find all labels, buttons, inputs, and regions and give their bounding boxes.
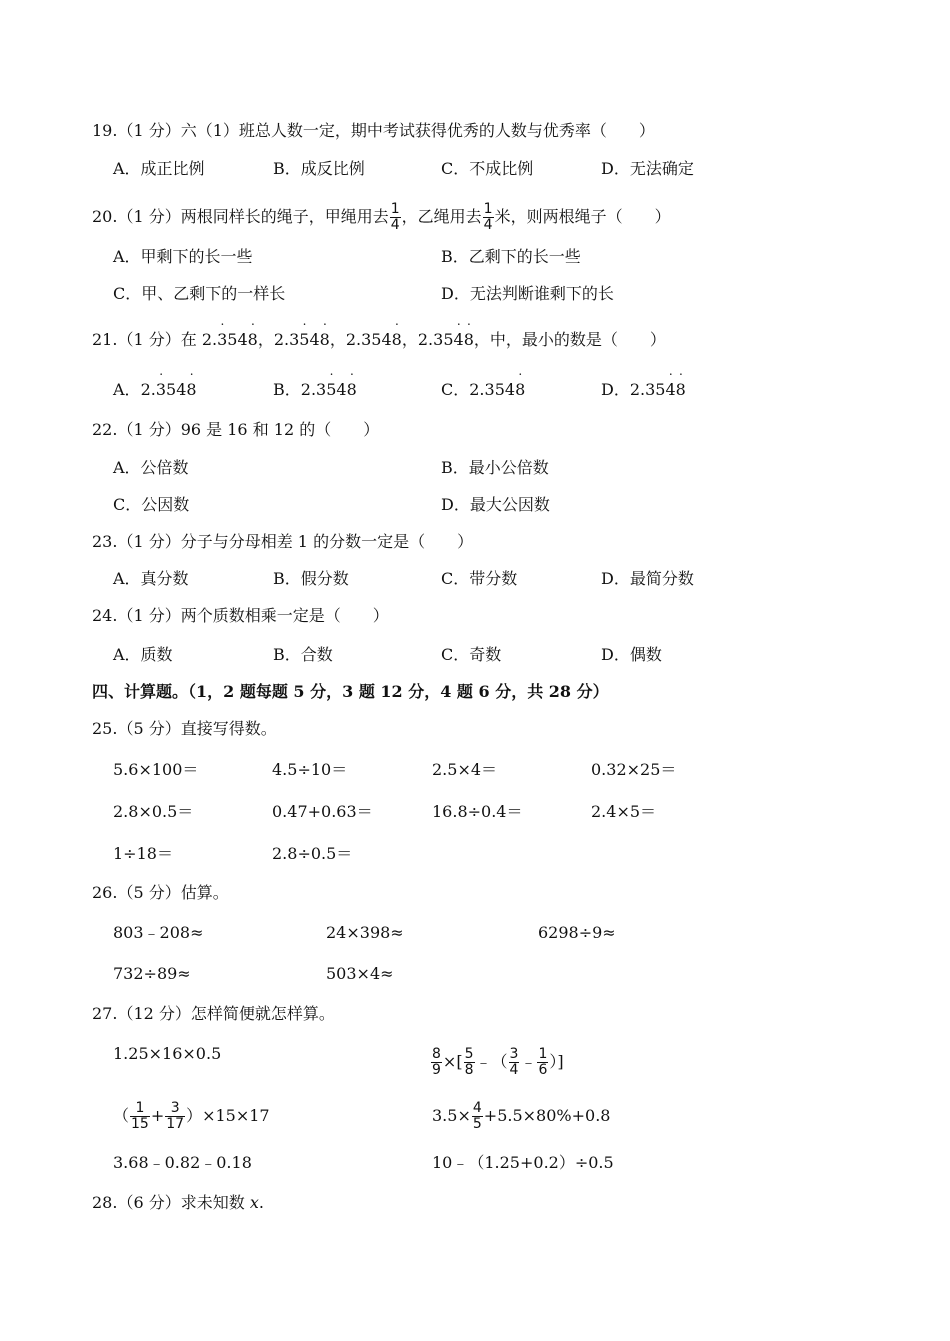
- repeating-decimal: 2.354. 8: [346, 330, 402, 349]
- fraction: $\frac{3}{4}$: [509, 1046, 519, 1078]
- q25-stem: 25.（5 分）直接写得数。: [92, 719, 277, 738]
- repeating-decimal: 2.35. 4. 8: [418, 330, 474, 349]
- q23-option-a: A．真分数: [113, 569, 189, 588]
- section-heading: 四、计算题。（1，2 题每题 5 分，3 题 12 分，4 题 6 分，共 28 分）: [92, 682, 609, 701]
- q26-item: 803﹣208≈: [113, 923, 204, 942]
- q23-option-c: C．带分数: [441, 569, 518, 588]
- q27-expr-1: 1.25×16×0.5: [113, 1044, 222, 1063]
- repeating-decimal: 2.3. 54. 8: [274, 330, 330, 349]
- fraction: $\frac{8}{9}$: [432, 1046, 441, 1078]
- q20-option-a: A．甲剩下的长一些: [113, 247, 253, 266]
- q21-option-a: A．2.. 354. 8: [113, 379, 197, 401]
- q25-item: 2.8÷0.5＝: [272, 844, 353, 863]
- q19-option-b: B．成反比例: [273, 159, 365, 178]
- q25-item: 2.5×4＝: [432, 760, 498, 779]
- q26-item: 732÷89≈: [113, 964, 191, 983]
- q20-stem: 20.（1 分）两根同样长的绳子，甲绳用去 $\frac{1}{4}$ ，乙绳用去 $\frac{1}{4}$ 米，则两根绳子（ ）: [92, 201, 671, 233]
- q19-option-d: D．无法确定: [601, 159, 694, 178]
- q26-item: 6298÷9≈: [538, 923, 616, 942]
- q24-option-c: C．奇数: [441, 645, 502, 664]
- q24-option-d: D．偶数: [601, 645, 662, 664]
- q25-item: 0.32×25＝: [591, 760, 677, 779]
- q23-stem: 23.（1 分）分子与分母相差 1 的分数一定是（ ）: [92, 532, 474, 551]
- q28-stem: 28.（6 分）求未知数 x.: [92, 1193, 264, 1212]
- q21-option-c: C．2.354. 8: [441, 379, 525, 401]
- fraction-one-quarter: $\frac{1}{4}$: [483, 201, 493, 233]
- q25-item: 0.47+0.63＝: [272, 802, 373, 821]
- q24-stem: 24.（1 分）两个质数相乘一定是（ ）: [92, 606, 389, 625]
- q21-stem: 21.（1 分）在 2.. 354. 8，2.3. 54. 8，2.354. 8，2.35. 4. 8，中，最小的数是（ ）: [92, 329, 666, 351]
- q23-option-d: D．最简分数: [601, 569, 694, 588]
- q19-stem: 19.（1 分）六（1）班总人数一定，期中考试获得优秀的人数与优秀率（ ）: [92, 121, 655, 140]
- q25-item: 5.6×100＝: [113, 760, 199, 779]
- q27-expr-2: $\frac{8}{9}$ ×[ $\frac{5}{8}$ ﹣（ $\frac{3}{4}$ ﹣ $\frac{1}{6}$ ）]: [432, 1046, 564, 1078]
- q26-item: 24×398≈: [326, 923, 404, 942]
- q27-stem: 27.（12 分）怎样简便就怎样算。: [92, 1004, 335, 1023]
- fraction: $\frac{3}{17}$: [166, 1100, 185, 1132]
- q27-expr-6: 10﹣（1.25+0.2）÷0.5: [432, 1153, 614, 1172]
- q20-option-b: B．乙剩下的长一些: [441, 247, 581, 266]
- q19-option-a: A．成正比例: [113, 159, 205, 178]
- q24-option-b: B．合数: [273, 645, 333, 664]
- q22-option-d: D．最大公因数: [441, 495, 550, 514]
- q25-item: 2.4×5＝: [591, 802, 657, 821]
- fraction-one-quarter: $\frac{1}{4}$: [390, 201, 400, 233]
- q20-option-d: D．无法判断谁剩下的长: [441, 284, 614, 303]
- q22-option-c: C．公因数: [113, 495, 190, 514]
- q22-stem: 22.（1 分）96 是 16 和 12 的（ ）: [92, 420, 380, 439]
- q26-stem: 26.（5 分）估算。: [92, 883, 229, 902]
- fraction: $\frac{4}{5}$: [472, 1100, 482, 1132]
- q20-option-c: C．甲、乙剩下的一样长: [113, 284, 286, 303]
- q24-option-a: A．质数: [113, 645, 173, 664]
- q25-item: 1÷18＝: [113, 844, 173, 863]
- fraction: $\frac{1}{15}$: [131, 1100, 149, 1132]
- q27-expr-3: （ $\frac{1}{15}$ + $\frac{3}{17}$ ）×15×17: [113, 1100, 270, 1132]
- q22-option-b: B．最小公倍数: [441, 458, 549, 477]
- q21-option-b: B．2.3. 54. 8: [273, 379, 357, 401]
- repeating-decimal: 2.. 354. 8: [202, 330, 258, 349]
- fraction: $\frac{1}{6}$: [538, 1046, 548, 1078]
- q27-expr-4: 3.5× $\frac{4}{5}$ +5.5×80%+0.8: [432, 1100, 611, 1132]
- q19-option-c: C．不成比例: [441, 159, 534, 178]
- q27-expr-5: 3.68﹣0.82﹣0.18: [113, 1153, 252, 1172]
- q21-option-d: D．2.35. 4. 8: [601, 379, 686, 401]
- q25-item: 4.5÷10＝: [272, 760, 348, 779]
- q23-option-b: B．假分数: [273, 569, 349, 588]
- q26-item: 503×4≈: [326, 964, 394, 983]
- q22-option-a: A．公倍数: [113, 458, 189, 477]
- q25-item: 16.8÷0.4＝: [432, 802, 523, 821]
- q25-item: 2.8×0.5＝: [113, 802, 194, 821]
- fraction: $\frac{5}{8}$: [464, 1046, 474, 1078]
